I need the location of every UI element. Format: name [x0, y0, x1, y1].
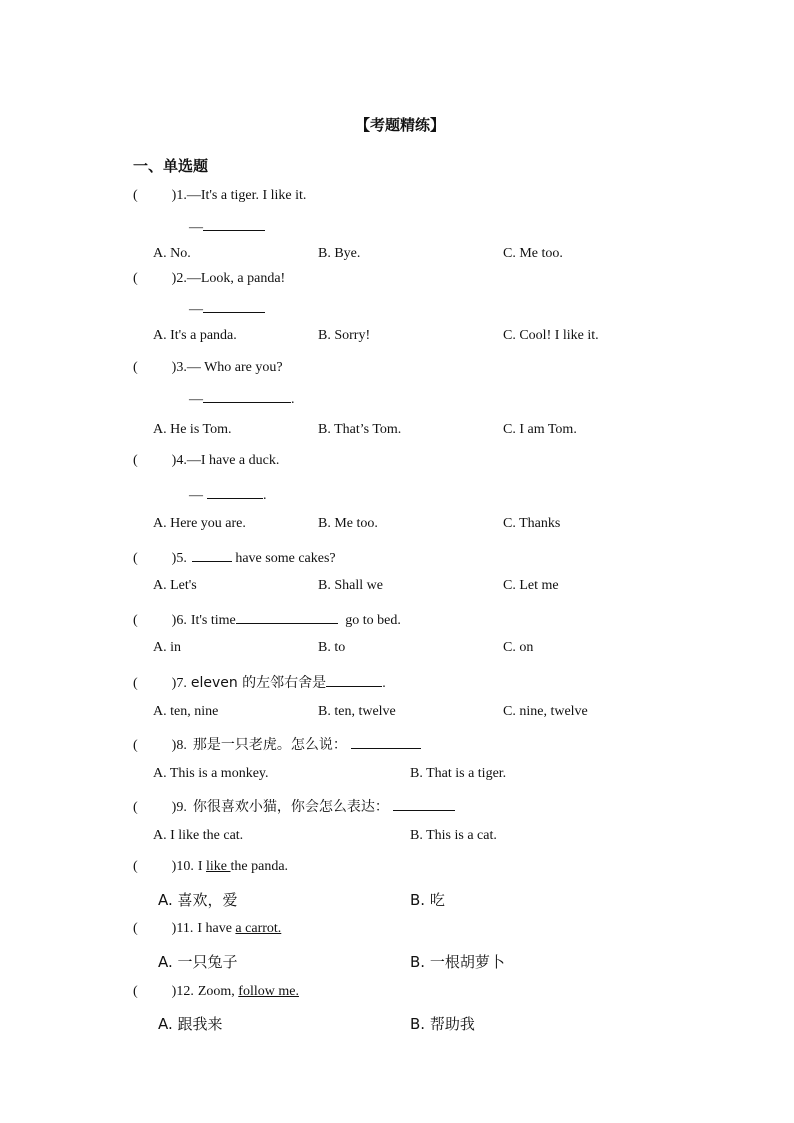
answer-blank[interactable] — [203, 298, 265, 313]
paren-left: ( — [133, 453, 138, 468]
q12-option-b[interactable]: B. 帮助我 — [410, 1015, 475, 1033]
q7-option-c[interactable]: C. nine, twelve — [503, 704, 588, 719]
reply-end: . — [291, 392, 295, 407]
question-number: )12. — [171, 984, 194, 999]
paren-left: ( — [133, 613, 138, 628]
question-number: )8. — [171, 738, 187, 753]
question-text-after: . — [382, 676, 386, 691]
question-text: —Look, a panda! — [186, 271, 286, 286]
q3-option-b[interactable]: B. That’s Tom. — [318, 422, 402, 437]
question-9 — [133, 796, 455, 816]
question-number: )6. — [171, 613, 187, 628]
answer-blank[interactable] — [393, 796, 455, 811]
question-4-reply — [189, 484, 267, 504]
q6-option-b[interactable]: B. to — [318, 640, 346, 655]
q5-option-b[interactable]: B. Shall we — [318, 578, 383, 593]
answer-blank[interactable] — [203, 388, 291, 403]
question-1-reply — [189, 216, 265, 236]
answer-blank[interactable] — [192, 547, 232, 562]
paren-left: ( — [133, 360, 138, 375]
q1-option-c[interactable]: C. Me too. — [503, 246, 563, 261]
question-6 — [133, 609, 401, 629]
question-text: —It's a tiger. I like it. — [186, 188, 307, 203]
reply-dash: — — [189, 220, 203, 235]
question-number: )7. — [171, 676, 187, 691]
q1-option-a[interactable]: A. No. — [153, 246, 191, 261]
question-10 — [133, 859, 288, 875]
q2-option-a[interactable]: A. It's a panda. — [153, 328, 237, 343]
answer-blank[interactable] — [236, 609, 338, 624]
q6-option-a[interactable]: A. in — [153, 640, 181, 655]
answer-blank[interactable] — [326, 672, 382, 687]
q7-option-a[interactable]: A. ten, nine — [153, 704, 219, 719]
paren-left: ( — [133, 676, 138, 691]
q4-option-b[interactable]: B. Me too. — [318, 516, 378, 531]
q8-option-a[interactable]: A. This is a monkey. — [153, 766, 269, 781]
question-text: have some cakes? — [231, 551, 336, 566]
section-heading: 一、单选题 — [133, 157, 209, 175]
q9-option-a[interactable]: A. I like the cat. — [153, 828, 244, 843]
q8-option-b[interactable]: B. That is a tiger. — [410, 766, 507, 781]
paren-left: ( — [133, 738, 138, 753]
question-text-after: go to bed. — [341, 613, 401, 628]
reply-dash: — — [189, 302, 203, 317]
paren-left: ( — [133, 984, 138, 999]
question-12 — [133, 984, 299, 1000]
q7-option-b[interactable]: B. ten, twelve — [318, 704, 396, 719]
question-text: —I have a duck. — [186, 453, 280, 468]
paren-left: ( — [133, 859, 138, 874]
question-text: I — [197, 859, 207, 874]
question-2-reply — [189, 298, 265, 318]
question-11 — [133, 921, 281, 937]
question-8 — [133, 734, 421, 754]
q10-option-a[interactable]: A. 喜欢，爱 — [158, 891, 238, 909]
q2-option-c[interactable]: C. Cool! I like it. — [503, 328, 599, 343]
question-number: )5. — [171, 551, 187, 566]
q2-option-b[interactable]: B. Sorry! — [318, 328, 371, 343]
question-number: )1. — [171, 188, 187, 203]
question-text-after: the panda. — [230, 859, 289, 874]
question-3-reply — [189, 388, 295, 408]
paren-left: ( — [133, 800, 138, 815]
question-text: 你很喜欢小猫，你会怎么表达： — [192, 799, 389, 815]
q6-option-c[interactable]: C. on — [503, 640, 534, 655]
q12-option-a[interactable]: A. 跟我来 — [158, 1015, 223, 1033]
question-text: — Who are you? — [186, 360, 283, 375]
reply-dash: — — [189, 392, 203, 407]
question-4 — [133, 453, 279, 469]
q5-option-c[interactable]: C. Let me — [503, 578, 559, 593]
question-text: 那是一只老虎。怎么说： — [192, 737, 347, 753]
q4-option-c[interactable]: C. Thanks — [503, 516, 561, 531]
q3-option-c[interactable]: C. I am Tom. — [503, 422, 577, 437]
question-5 — [133, 547, 336, 567]
answer-blank[interactable] — [207, 484, 263, 499]
question-number: )3. — [171, 360, 187, 375]
answer-blank[interactable] — [203, 216, 265, 231]
q10-option-b[interactable]: B. 吃 — [410, 891, 445, 909]
paren-left: ( — [133, 551, 138, 566]
question-text: eleven 的左邻右舍是 — [190, 675, 327, 691]
q11-option-b[interactable]: B. 一根胡萝卜 — [410, 953, 505, 971]
question-text: It's time — [190, 613, 236, 628]
q11-option-a[interactable]: A. 一只兔子 — [158, 953, 238, 971]
question-1 — [133, 188, 306, 204]
answer-blank[interactable] — [351, 734, 421, 749]
paren-left: ( — [133, 921, 138, 936]
paren-left: ( — [133, 271, 138, 286]
q5-option-a[interactable]: A. Let's — [153, 578, 197, 593]
page-title: 【考题精练】 — [355, 116, 446, 134]
q1-option-b[interactable]: B. Bye. — [318, 246, 361, 261]
underlined-word: like — [206, 859, 231, 874]
question-number: )11. — [171, 921, 194, 936]
question-number: )2. — [171, 271, 187, 286]
underlined-phrase: a carrot. — [235, 921, 282, 936]
question-text: Zoom, — [197, 984, 239, 999]
paren-left: ( — [133, 188, 138, 203]
question-2 — [133, 271, 285, 287]
question-number: )4. — [171, 453, 187, 468]
q9-option-b[interactable]: B. This is a cat. — [410, 828, 497, 843]
q4-option-a[interactable]: A. Here you are. — [153, 516, 246, 531]
question-7 — [133, 672, 386, 692]
question-number: )9. — [171, 800, 187, 815]
question-number: )10. — [171, 859, 194, 874]
underlined-phrase: follow me. — [238, 984, 299, 999]
reply-dash: — — [189, 488, 203, 503]
question-3 — [133, 360, 283, 376]
q3-option-a[interactable]: A. He is Tom. — [153, 422, 232, 437]
reply-end: . — [263, 488, 267, 503]
question-text: I have — [197, 921, 236, 936]
